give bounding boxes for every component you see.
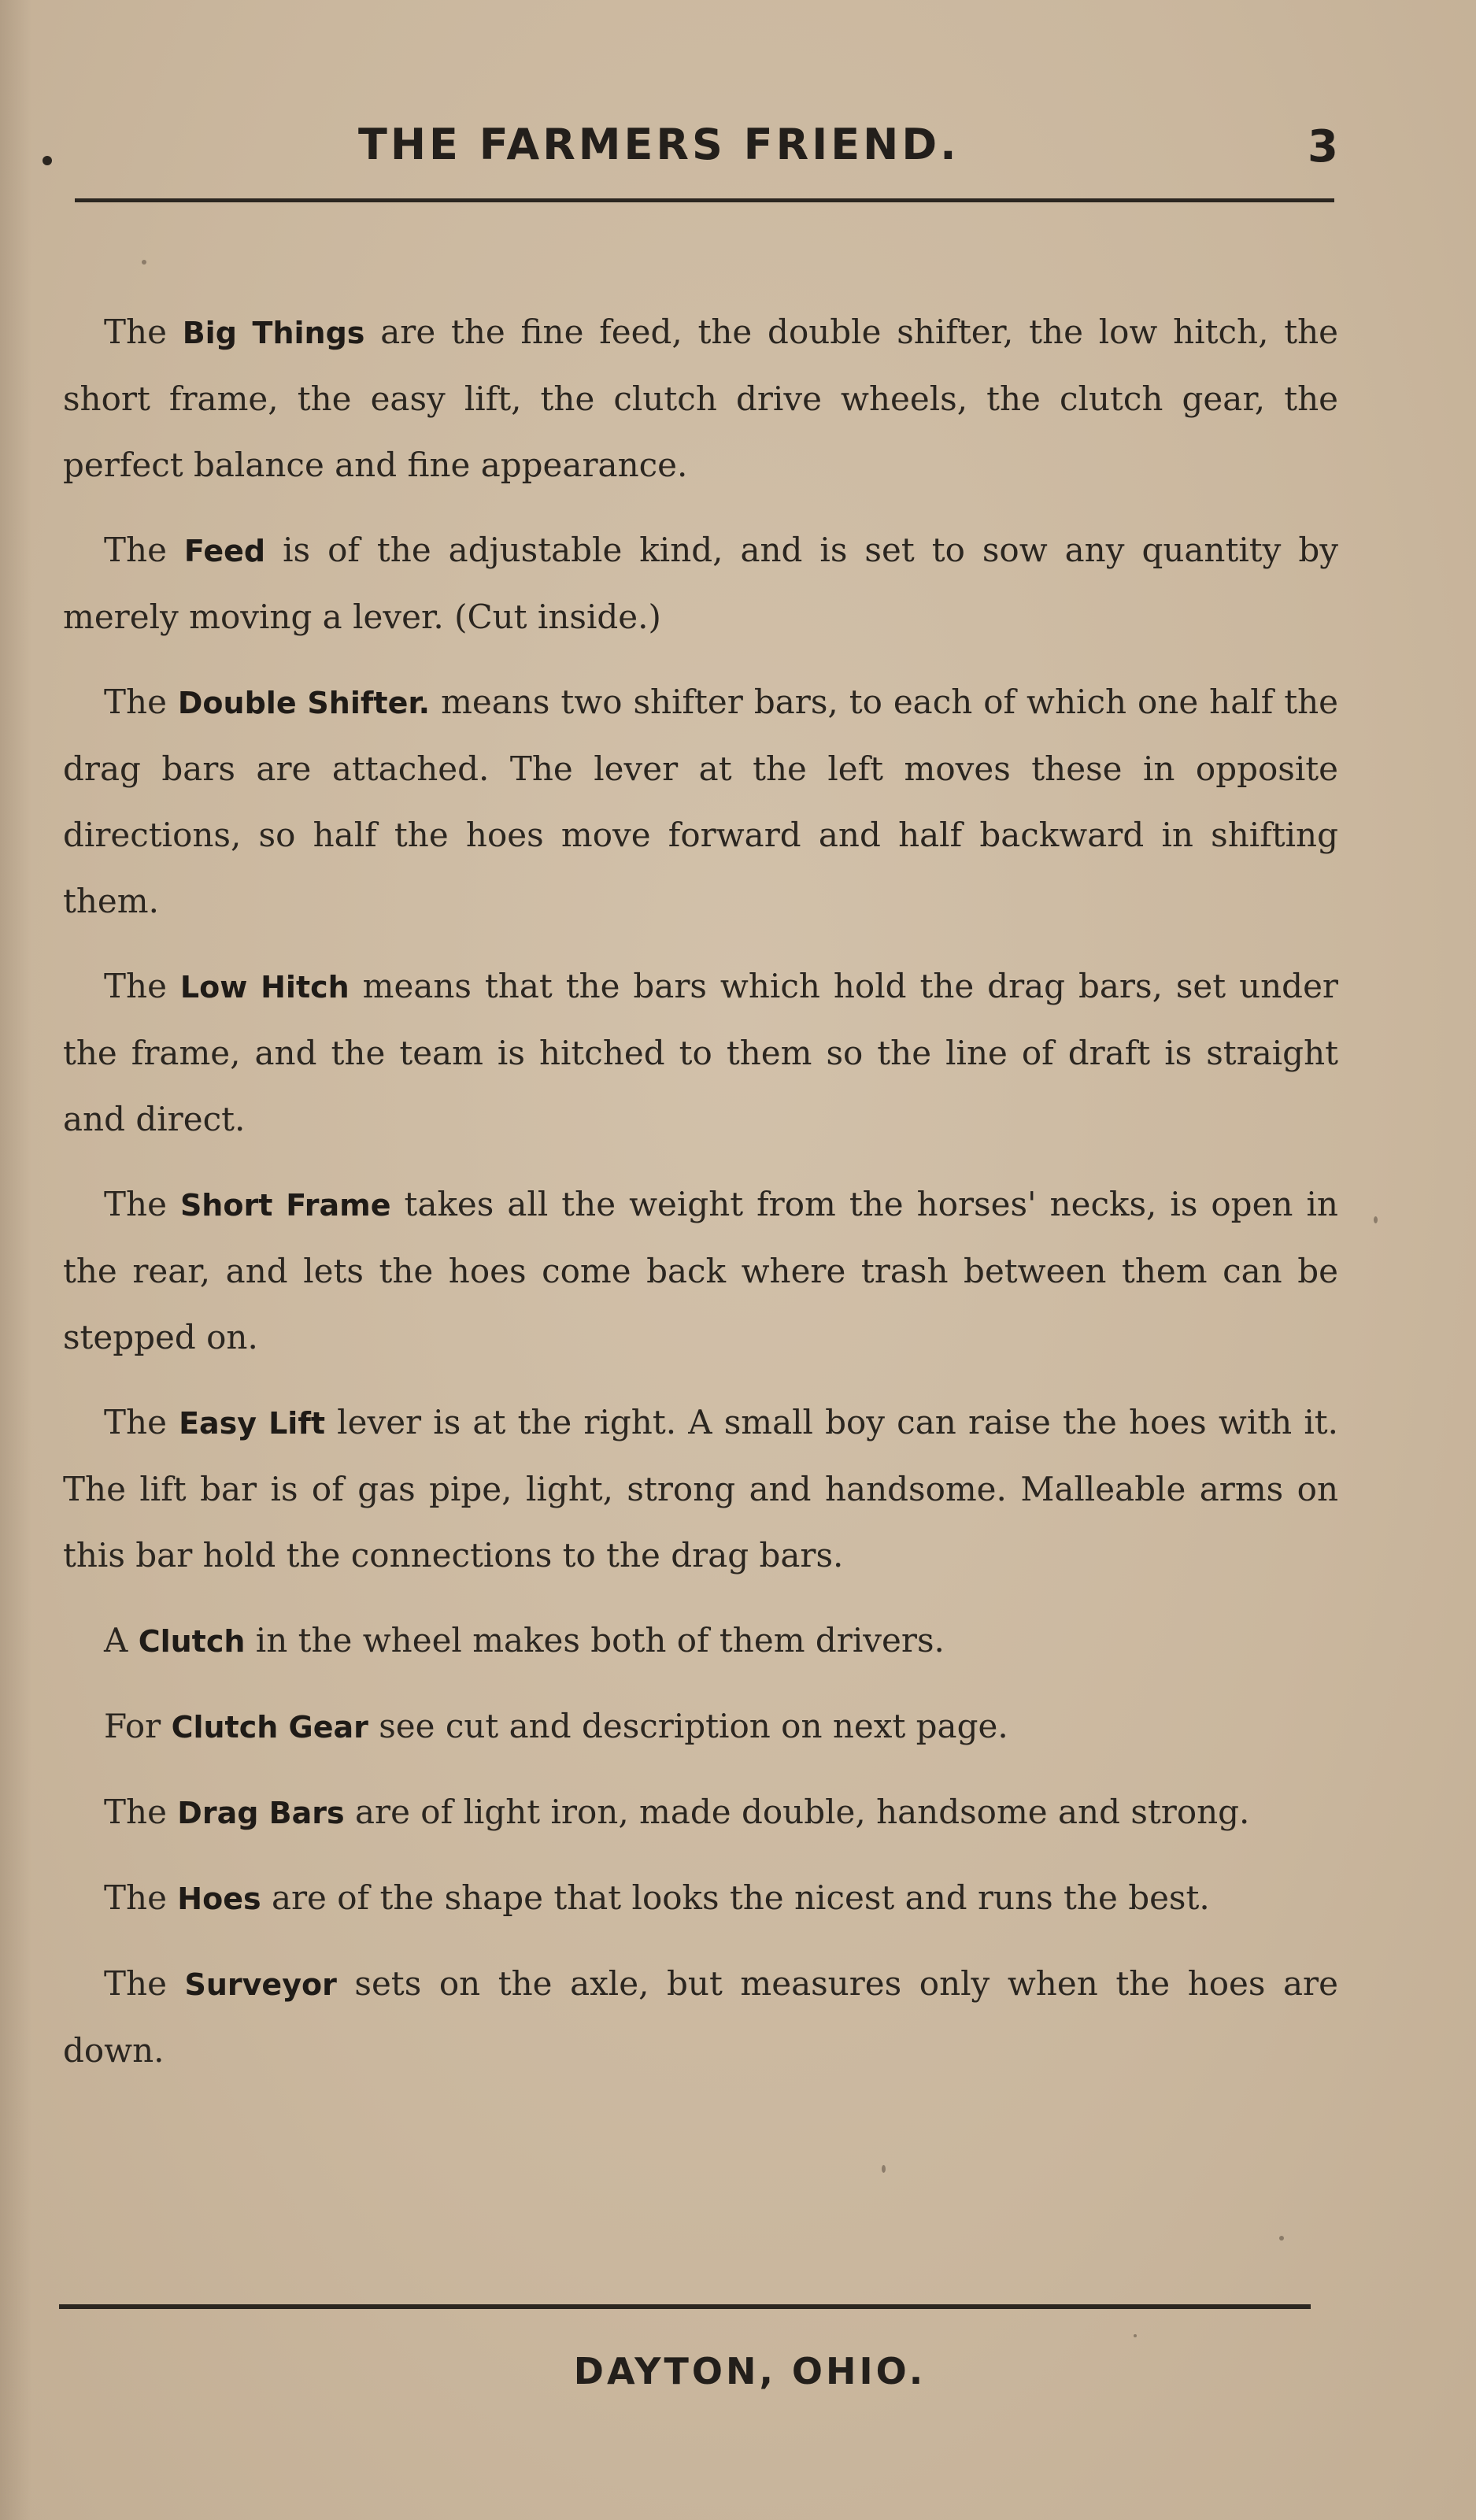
paragraph-easy-lift	[63, 1390, 1338, 1589]
paper-speck	[1279, 2236, 1284, 2241]
paragraph-lead: The	[104, 1878, 178, 1917]
paragraph-double-shifter	[63, 669, 1338, 934]
paragraph-big-things	[63, 299, 1338, 498]
paragraph-keyword: Feed	[183, 534, 266, 568]
paragraph-hoes	[63, 1865, 1338, 1932]
paragraph-keyword: Double Shifter.	[177, 686, 431, 720]
paragraph-lead: The	[104, 1403, 179, 1441]
paragraph-text: are of the shape that looks the nicest and runs the best.	[261, 1878, 1210, 1917]
header-rule	[75, 198, 1334, 202]
page-header	[71, 110, 1338, 181]
paragraph-text: in the wheel makes both of them drivers.	[245, 1621, 945, 1660]
paragraph-keyword: Clutch	[138, 1624, 246, 1659]
paragraph-clutch	[63, 1608, 1338, 1674]
paper-speck	[1134, 2334, 1137, 2337]
paragraph-lead: The	[104, 1964, 185, 2003]
paragraph-keyword: Clutch Gear	[171, 1710, 368, 1745]
paragraph-text: means two shifter bars, to each of which one half the drag bars are attached. The lever at the left moves these in opposite directions, so half the hoes move forward and half backward in shifting them.	[63, 683, 1338, 920]
footer-location: DAYTON, OHIO.	[573, 2350, 927, 2392]
paragraph-text: sets on the axle, but measures only when the hoes are down.	[63, 1964, 1338, 2070]
body-text	[63, 299, 1338, 2103]
paragraph-lead: The	[104, 683, 178, 721]
paper-speck	[1374, 1216, 1378, 1223]
page-number: 3	[1308, 121, 1338, 172]
paragraph-keyword: Easy Lift	[179, 1406, 326, 1441]
paragraph-keyword: Hoes	[177, 1882, 261, 1916]
paragraph-keyword: Short Frame	[179, 1188, 391, 1223]
paragraph-text: means that the bars which hold the drag bars, set under the frame, and the team is hitched to them so the line of draft is straight and direct.	[63, 967, 1339, 1138]
footer-rule	[59, 2304, 1311, 2309]
paragraph-text: are of light iron, made double, handsome and strong.	[344, 1793, 1250, 1831]
paragraph-text: are the fine feed, the double shifter, the low hitch, the short frame, the easy lift, the clutch drive wheels, the clutch gear, the perfect balance and fine appearance.	[63, 313, 1338, 484]
paragraph-surveyor	[63, 1951, 1338, 2084]
paragraph-text: takes all the weight from the horses' necks, is open in the rear, and lets the hoes come back where trash between them can be stepped on.	[63, 1185, 1338, 1356]
paragraph-short-frame	[63, 1171, 1338, 1371]
paragraph-keyword: Drag Bars	[177, 1796, 345, 1830]
paper-speck	[882, 2165, 886, 2173]
paragraph-low-hitch	[63, 953, 1338, 1153]
paragraph-text: is of the adjustable kind, and is set to sow any quantity by merely moving a lever. (Cut inside.)	[63, 531, 1338, 636]
paragraph-text: lever is at the right. A small boy can raise the hoes with it. The lift bar is of gas pipe, light, strong and handsome. Malleable arms on this bar hold the connections to the drag bars.	[63, 1403, 1338, 1575]
ink-dot	[43, 156, 52, 165]
paragraph-lead: For	[104, 1707, 172, 1745]
paragraph-keyword: Big Things	[182, 316, 365, 350]
paragraph-drag-bars	[63, 1779, 1338, 1846]
paragraph-lead: A	[104, 1621, 139, 1660]
paragraph-keyword: Low Hitch	[179, 970, 350, 1005]
paragraph-text: see cut and description on next page.	[368, 1707, 1008, 1745]
paragraph-lead: The	[104, 967, 180, 1005]
page-footer	[0, 2350, 1476, 2392]
paragraph-lead: The	[104, 1185, 180, 1223]
paragraph-lead: The	[104, 1793, 178, 1831]
paragraph-lead: The	[104, 531, 184, 569]
paragraph-keyword: Surveyor	[184, 1967, 337, 2002]
paragraph-lead: The	[104, 313, 183, 351]
paper-speck	[142, 260, 146, 265]
running-title: THE FARMERS FRIEND.	[358, 120, 960, 169]
paragraph-clutch-gear	[63, 1693, 1338, 1760]
paragraph-feed	[63, 517, 1338, 650]
